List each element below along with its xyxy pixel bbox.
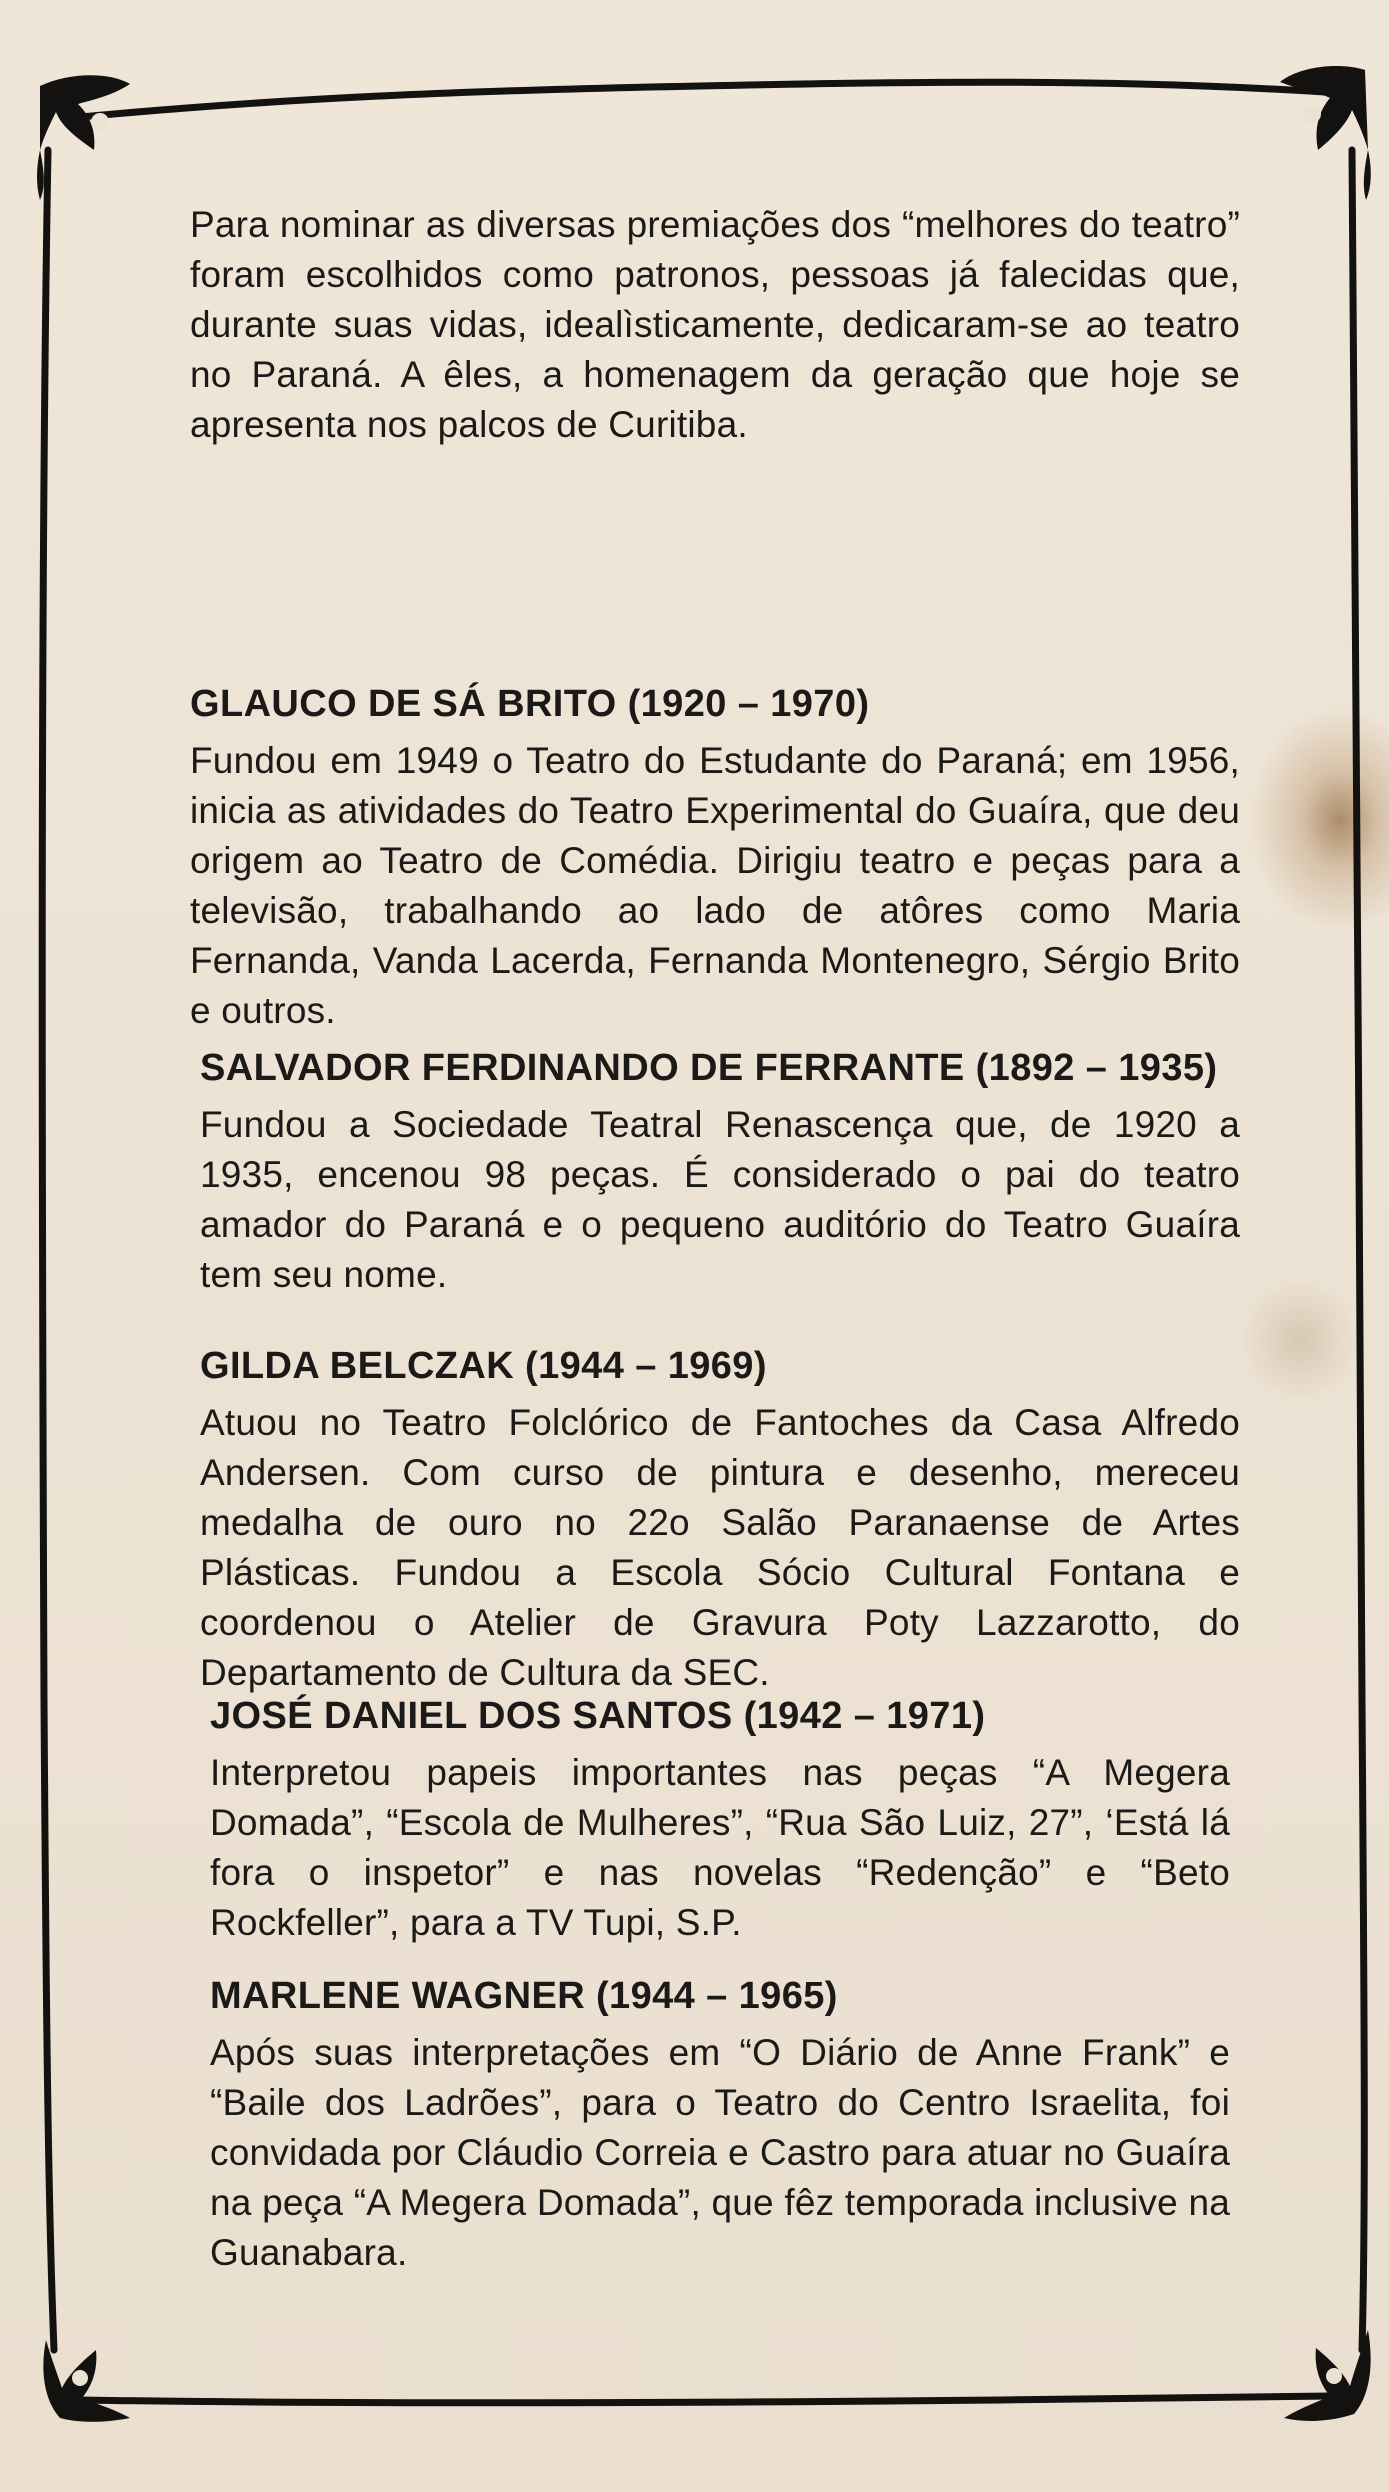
- patron-title: MARLENE WAGNER (1944 – 1965): [210, 1975, 838, 2017]
- patron-biography: Após suas interpretações em “O Diário de Anne Frank” e “Baile dos Ladrões”, para o Teatro do Centro Israelita, foi convidada por Cláudio Correia e Castro para atuar no Guaíra na peça “A Megera Domada”, que fêz temporada inclusive na Guanabara.: [210, 2032, 1230, 2273]
- patron-section-glauco: [190, 678, 1240, 1036]
- patron-section-gilda: [200, 1340, 1240, 1698]
- patron-title: JOSÉ DANIEL DOS SANTOS (1942 – 1971): [210, 1695, 986, 1737]
- patron-biography: Fundou em 1949 o Teatro do Estudante do Paraná; em 1956, inicia as atividades do Teatro Experimental do Guaíra, que deu origem ao Teatro de Comédia. Dirigiu teatro e peças para a televisão, trabalhando ao lado de atôres como Maria Fernanda, Vanda Lacerda, Fernanda Montenegro, Sérgio Brito e outros.: [190, 740, 1240, 1031]
- border-right-line: [1352, 150, 1364, 2350]
- corner-ornament-top-right: [1280, 66, 1371, 200]
- border-left-line: [42, 150, 54, 2350]
- patron-section-salvador: [200, 1042, 1240, 1300]
- patron-biography: Interpretou papeis importantes nas peças “A Megera Domada”, “Escola de Mulheres”, “Rua São Luiz, 27”, ‘Está lá fora o inspetor” e nas novelas “Redenção” e “Beto Rockfeller”, para a TV Tupi, S.P.: [210, 1752, 1230, 1943]
- patron-biography: Atuou no Teatro Folclórico de Fantoches da Casa Alfredo Andersen. Com curso de pintura e desenho, mereceu medalha de ouro no 22o Salão Paranaense de Artes Plásticas. Fundou a Escola Sócio Cultural Fontana e coordenou o Atelier de Gravura Poty Lazzarotto, do Departamento de Cultura da SEC.: [200, 1402, 1240, 1693]
- patron-title: GLAUCO DE SÁ BRITO (1920 – 1970): [190, 683, 870, 725]
- intro-paragraph: Para nominar as diversas premiações dos “melhores do teatro” foram escolhidos como patronos, pessoas já falecidas que, durante suas vidas, idealìsticamente, dedicaram-se ao teatro no Paraná. A êles, a homenagem da geração que hoje se apresenta nos palcos de Curitiba.: [190, 204, 1240, 445]
- corner-ornament-bottom-right: [1284, 2330, 1371, 2421]
- content-area: [190, 200, 1240, 2273]
- patron-biography: Fundou a Sociedade Teatral Renascença que, de 1920 a 1935, encenou 98 peças. É considerado o pai do teatro amador do Paraná e o pequeno auditório do Teatro Guaíra tem seu nome.: [200, 1104, 1240, 1295]
- patron-section-jose: [210, 1690, 1230, 1948]
- patron-title: SALVADOR FERDINANDO DE FERRANTE (1892 – 1935): [200, 1047, 1218, 1089]
- patron-title: GILDA BELCZAK (1944 – 1969): [200, 1345, 767, 1387]
- border-top-line: [70, 82, 1325, 118]
- patron-section-marlene: [210, 1970, 1230, 2278]
- border-bottom-line: [80, 2396, 1330, 2403]
